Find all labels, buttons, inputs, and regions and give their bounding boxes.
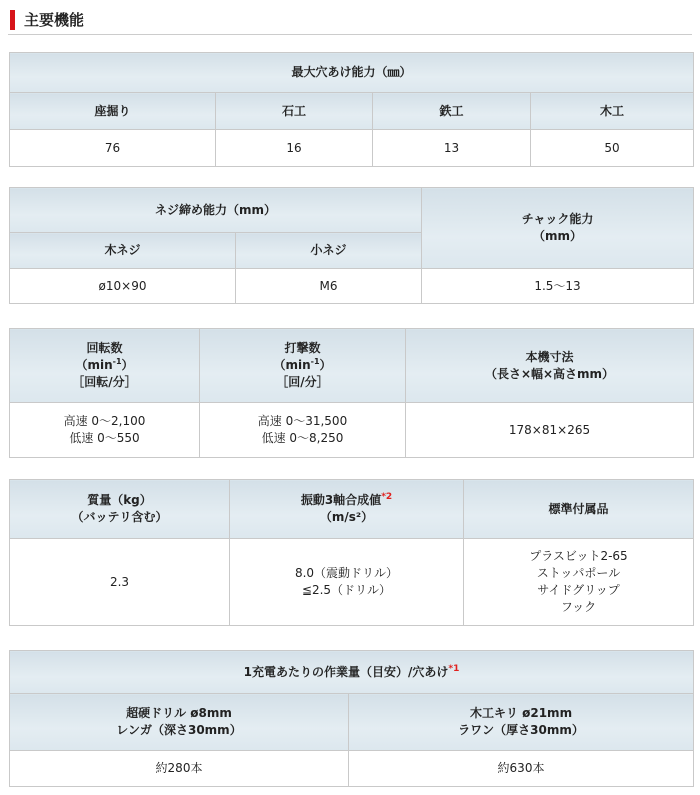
work-col-carbide xyxy=(10,694,349,751)
accessories-list xyxy=(464,539,694,626)
screw-value-wood: ø10×90 xyxy=(10,269,236,304)
impact-header-line2: $(\min^{-1})$ xyxy=(273,357,332,372)
drilling-value-wood: 50 xyxy=(531,130,694,167)
drilling-header: 最大穴あけ能力（㎜） xyxy=(10,53,694,93)
work-col-wood-line2: ラワン（厚さ30mm） xyxy=(458,723,584,737)
work-per-charge-table xyxy=(9,650,694,787)
impact-header-line1: 打撃数 xyxy=(284,341,321,355)
drilling-col-masonry: 石工 xyxy=(216,93,373,130)
speed-table xyxy=(9,328,694,458)
impact-header xyxy=(200,329,406,403)
footnote-marker-1: *1 xyxy=(448,663,460,674)
vibration-value-drill: ≦2.5（ドリル） xyxy=(301,583,392,597)
screw-header: ネジ締め能力（mm） xyxy=(10,188,422,233)
drilling-col-zaguri: 座掘り xyxy=(10,93,216,130)
section-heading xyxy=(8,8,692,35)
screw-col-machine: 小ネジ xyxy=(236,233,422,269)
work-header: 1充電あたりの作業量（目安）/穴あけ$^{*1}$ xyxy=(10,651,694,694)
size-header-line2: （長さ×幅×高さmm） xyxy=(484,366,615,381)
accessories-header: 標準付属品 xyxy=(464,480,694,539)
heading-accent-bar xyxy=(10,10,15,30)
drilling-col-steel: 鉄工 xyxy=(373,93,531,130)
accessory-item: フック xyxy=(560,600,597,614)
drilling-col-wood: 木工 xyxy=(531,93,694,130)
screw-col-wood: 木ネジ xyxy=(10,233,236,269)
screw-value-machine: M6 xyxy=(236,269,422,304)
size-header-line1: 本機寸法 xyxy=(525,349,574,364)
vibration-header xyxy=(230,480,464,539)
rotation-header-line2: $(\min^{-1})$ xyxy=(75,357,134,372)
footnote-marker-2: *2 xyxy=(381,492,393,502)
drilling-value-steel: 13 xyxy=(373,130,531,167)
rotation-value-high: 高速 0〜2,100 xyxy=(63,414,146,428)
vibration-header-line2: （m/s²） xyxy=(319,510,374,524)
rotation-header-line3: ［回転/分］ xyxy=(72,375,137,389)
size-header xyxy=(406,329,694,403)
impact-value-low: 低速 0〜8,250 xyxy=(261,431,344,445)
mass-header xyxy=(10,480,230,539)
mass-value: 2.3 xyxy=(10,539,230,626)
mass-header-line1: 質量（kg） xyxy=(87,493,152,507)
work-col-wood-line1: 木工キリ ø21mm xyxy=(469,706,573,720)
chuck-value: 1.5〜13 xyxy=(422,269,694,304)
rotation-value-low: 低速 0〜550 xyxy=(69,431,140,445)
section-title: 主要機能 xyxy=(24,11,85,29)
work-col-carbide-line2: レンガ（深さ30mm） xyxy=(116,723,242,737)
chuck-header-line2: （mm） xyxy=(533,229,583,243)
vibration-value-hammer: 8.0（震動ドリル） xyxy=(294,566,399,580)
chuck-header-line1: チャック能力 xyxy=(521,212,594,226)
vibration-header-line1: 振動3軸合成値$^{*2}$ xyxy=(300,492,393,507)
work-col-carbide-line1: 超硬ドリル ø8mm xyxy=(126,706,232,720)
drilling-capacity-table xyxy=(9,52,694,167)
work-value-wood: 約630本 xyxy=(349,751,694,787)
accessory-item: ストッパポール xyxy=(536,566,621,580)
rotation-values xyxy=(10,403,200,458)
drilling-value-zaguri: 76 xyxy=(10,130,216,167)
mass-header-line2: （バッテリ含む） xyxy=(71,510,168,524)
accessory-item: サイドグリップ xyxy=(537,583,620,597)
rotation-header-line1: 回転数 xyxy=(86,341,123,355)
chuck-header xyxy=(422,188,694,269)
mass-table xyxy=(9,479,694,626)
impact-values xyxy=(200,403,406,458)
vibration-values xyxy=(230,539,464,626)
impact-value-high: 高速 0〜31,500 xyxy=(257,414,348,428)
work-col-wood xyxy=(349,694,694,751)
impact-header-line3: ［回/分］ xyxy=(276,375,329,389)
screw-capacity-table xyxy=(9,187,694,304)
work-value-carbide: 約280本 xyxy=(10,751,349,787)
rotation-header xyxy=(10,329,200,403)
size-value: 178×81×265 xyxy=(406,403,694,458)
drilling-value-masonry: 16 xyxy=(216,130,373,167)
accessory-item: プラスビット2-65 xyxy=(529,549,628,563)
